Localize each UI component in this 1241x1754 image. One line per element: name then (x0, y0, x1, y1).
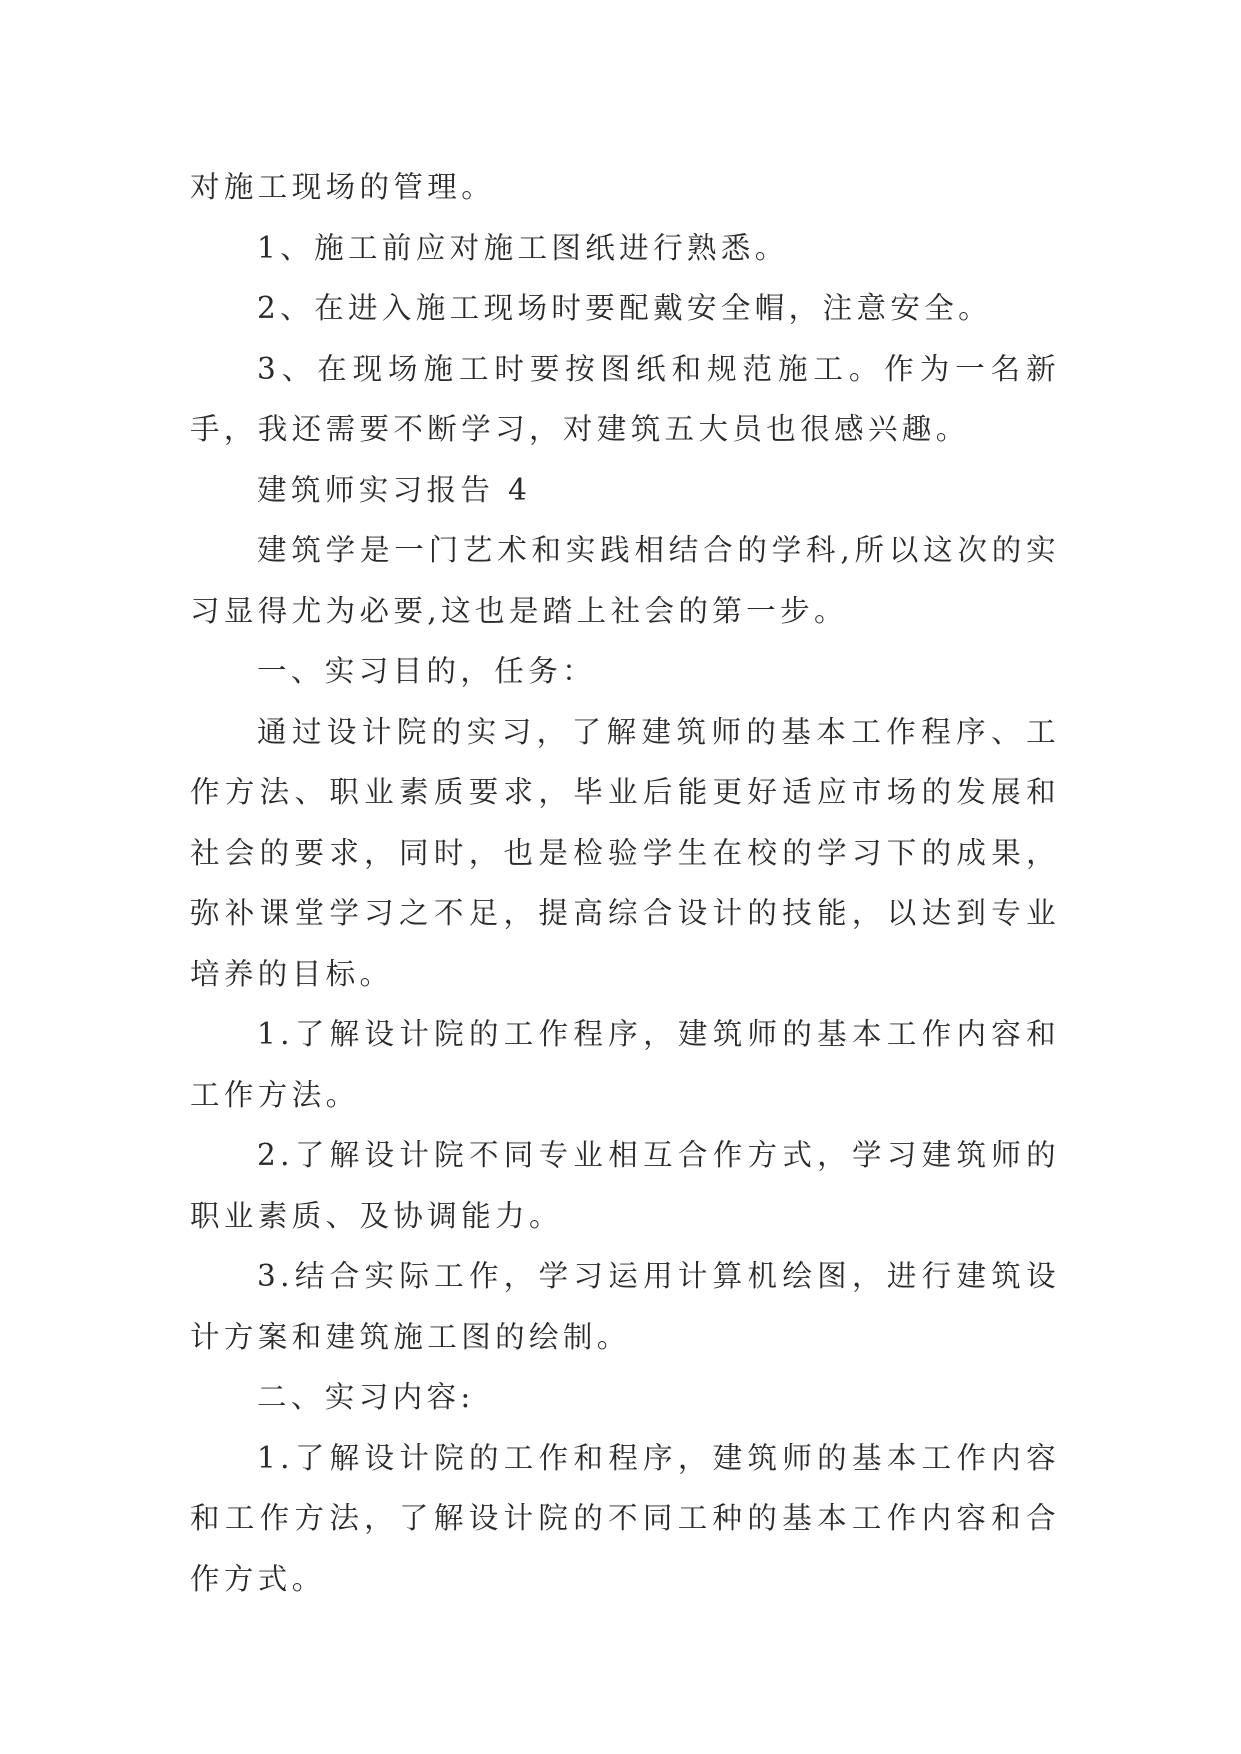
section-heading-purpose: 一、实习目的，任务： (257, 654, 597, 688)
list-item-3: 3、在现场施工时要按图纸和规范施工。作为一名新手，我还需要不断学习，对建筑五大员也很感兴趣。 (190, 351, 1060, 446)
section-heading-content: 二、实习内容: (257, 1380, 475, 1414)
list-item-2: 2、在进入施工现场时要配戴安全帽，注意安全。 (257, 291, 993, 325)
list-item-1: 1.了解设计院的工作程序，建筑师的基本工作内容和工作方法。 (190, 1017, 1060, 1112)
list-item-2: 2.了解设计院不同专业相互合作方式，学习建筑师的职业素质、及协调能力。 (190, 1138, 1060, 1233)
list-item-1: 1.了解设计院的工作和程序，建筑师的基本工作内容和工作方法，了解设计院的不同工种的基本工作内容和合作方式。 (190, 1440, 1060, 1596)
list-item-3: 3.结合实际工作，学习运用计算机绘图，进行建筑设计方案和建筑施工图的绘制。 (190, 1259, 1060, 1354)
paragraph: 建筑学是一门艺术和实践相结合的学科,所以这次的实习显得尤为必要,这也是踏上社会的第一步。 (190, 533, 1060, 628)
document-body (190, 157, 1060, 1609)
paragraph: 对施工现场的管理。 (190, 170, 496, 204)
section-title: 建筑师实习报告 4 (257, 472, 532, 507)
list-item-1: 1、施工前应对施工图纸进行熟悉。 (257, 230, 789, 265)
paragraph: 通过设计院的实习，了解建筑师的基本工作程序、工作方法、职业素质要求，毕业后能更好适应市场的发展和社会的要求，同时，也是检验学生在校的学习下的成果，弥补课堂学习之不足，提高综合设计的技能，以达到专业培养的目标。 (190, 714, 1060, 991)
